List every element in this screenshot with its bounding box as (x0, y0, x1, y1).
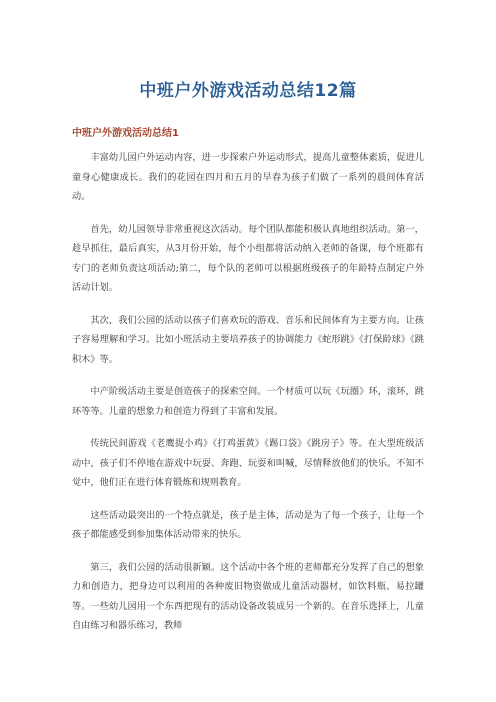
paragraph-2: 首先，幼儿园领导非常重视这次活动。每个团队都能积极认真地组织活动。第一，趁早抓住，最后真实，从3月份开始，每个小组都将活动纳入老师的备课，每个班都有专门的老师负责这项活动;第二，每个队的老师可以根据班级孩子的年龄特点制定户外活动计划。 (72, 223, 424, 293)
paragraph-7: 第三，我们公园的活动很新颖。这个活动中各个班的老师都充分发挥了自己的想象力和创造力，把身边可以利用的各种废旧物资做成儿童活动器材，如饮料瓶、易拉罐等。一些幼儿园用一个东西把现有的活动设备改装成另一个新的。在音乐选择上，儿童自由练习和器乐练习，教师 (72, 561, 424, 631)
paragraph-3: 其次，我们公园的活动以孩子们喜欢玩的游戏、音乐和民间体育为主要方向。让孩子容易理解和学习。比如小班活动主要培养孩子的协调能力《蛇形跳》《打保龄球》《跳积木》等。 (72, 314, 424, 365)
paragraph-4: 中产阶级活动主要是创造孩子的探索空间。一个材质可以玩《玩圈》环，滚环，跳环等等。儿童的想象力和创造力得到了丰富和发展。 (72, 386, 424, 417)
section-heading: 中班户外游戏活动总结1 (72, 128, 179, 139)
paragraph-5: 传统民间游戏《老鹰捉小鸡》《打鸡蛋黄》《踢口袋》《跳房子》等。在大型班级活动中，孩子们不停地在游戏中玩耍、奔跑、玩耍和叫喊，尽情释放他们的快乐。不知不觉中，他们正在进行体育锻炼和规则教育。 (72, 438, 424, 488)
document-body (72, 148, 424, 649)
paragraph-1: 丰富幼儿园户外运动内容，进一步探索户外运动形式，提高儿童整体素质，促进儿童身心健康成长。我们的花园在四月和五月的早春为孩子们做了一系列的晨间体育活动。 (72, 152, 424, 202)
paragraph-6: 这些活动最突出的一个特点就是，孩子是主体，活动是为了每一个孩子，让每一个孩子都能感受到参加集体活动带来的快乐。 (72, 509, 424, 540)
document-title: 中班户外游戏活动总结12篇 (139, 81, 357, 101)
